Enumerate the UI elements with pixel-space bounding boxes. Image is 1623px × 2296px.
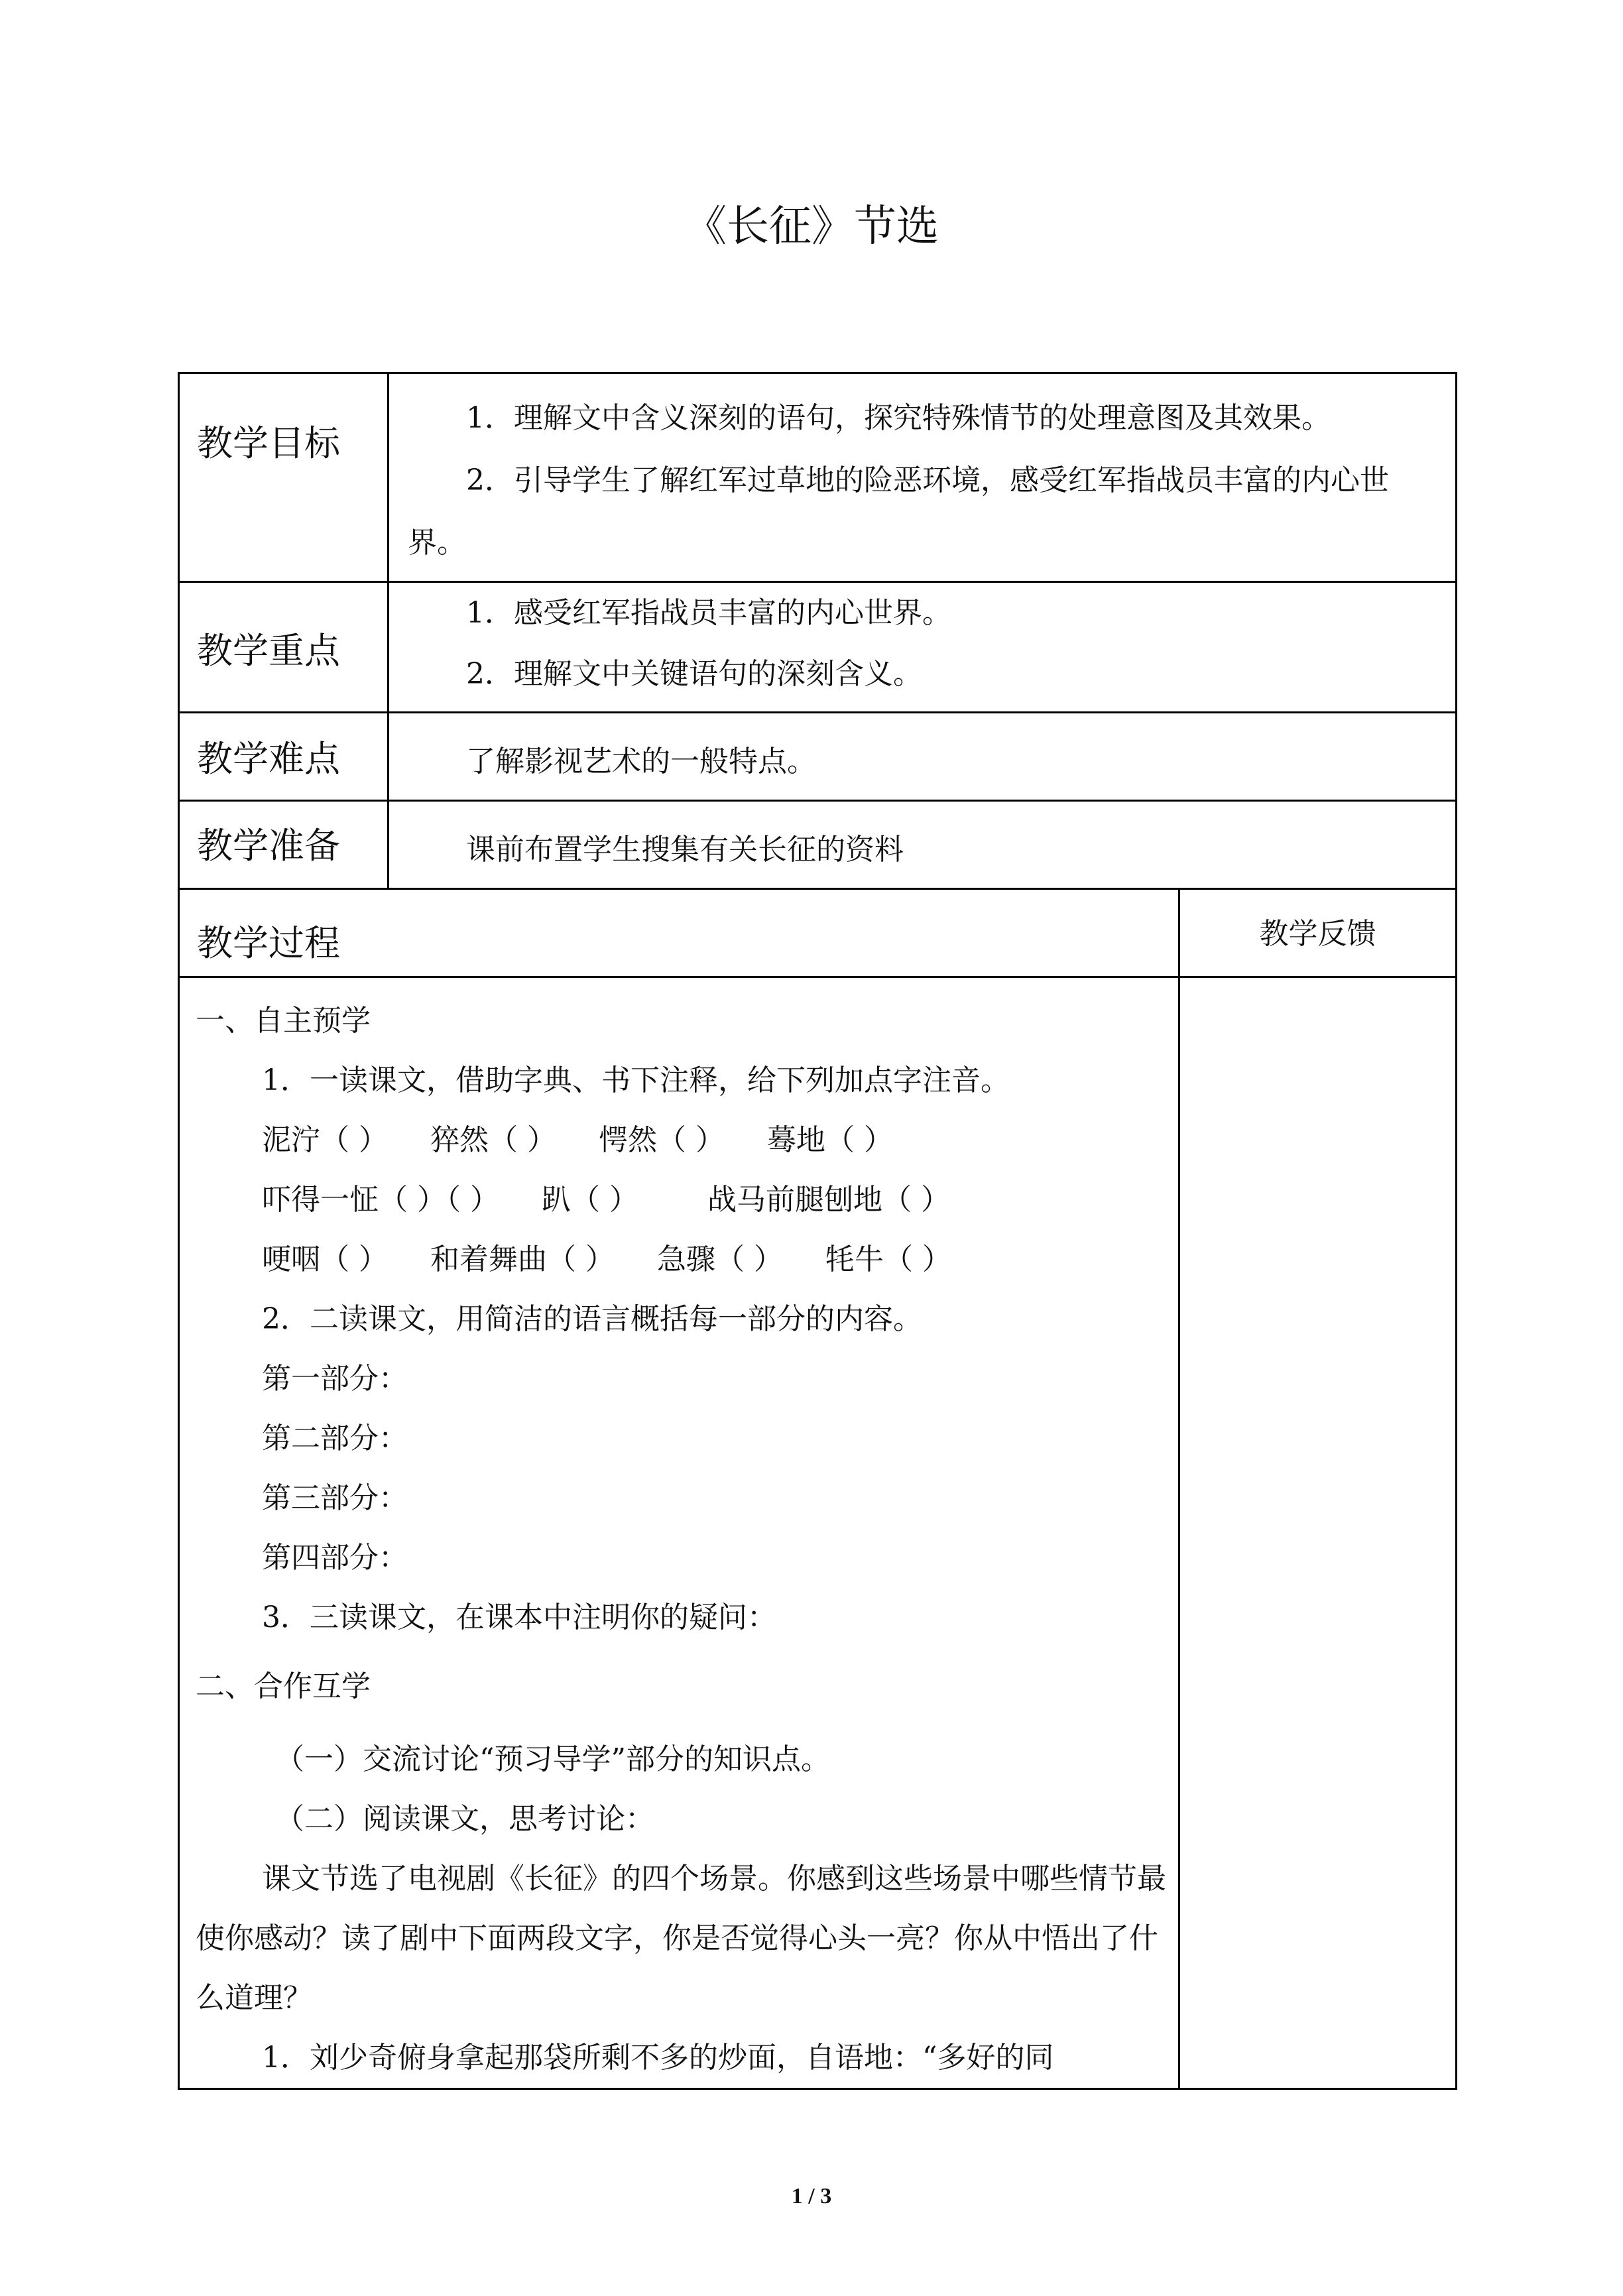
objectives-label: 教学目标 (179, 373, 389, 582)
word-huo: 和着舞曲（ ） (430, 1242, 615, 1276)
key-points-content (389, 582, 1457, 713)
preparation-text: 课前布置学生搜集有关长征的资料 (466, 833, 904, 867)
page-title: 《长征》节选 (684, 202, 939, 251)
discussion-item-1: （一）交流讨论“预习导学”部分的知识点。 (275, 1742, 830, 1776)
objective-1: 1．理解文中含义深刻的语句，探究特殊情节的处理意图及其效果。 (466, 401, 1331, 435)
objective-2: 2．引导学生了解红军过草地的险恶环境，感受红军指战员丰富的内心世界。 (408, 463, 1389, 560)
word-geng-ye: 哽咽（ ） (262, 1242, 388, 1276)
process-body-row (179, 977, 1457, 2089)
section2-heading: 二、合作互学 (196, 1669, 371, 1703)
task1: 1．一读课文，借助字典、书下注释，给下列加点字注音。 (262, 1063, 1010, 1097)
word-xia-zheng: 吓得一怔（ ）（ ） (262, 1183, 499, 1217)
lesson-plan-table (178, 372, 1457, 2090)
preparation-row (179, 801, 1457, 889)
discussion-item-3: 1．刘少奇俯身拿起那袋所剩不多的炒面，自语地：“多好的同 (262, 2041, 1054, 2075)
preparation-label: 教学准备 (179, 801, 389, 889)
difficulty-content (389, 713, 1457, 801)
difficulty-text: 了解影视艺术的一般特点。 (466, 745, 816, 778)
part-4: 第四部分： (262, 1541, 408, 1575)
objectives-content (389, 373, 1457, 582)
preparation-content (389, 801, 1457, 889)
pinyin-line-3 (196, 1230, 1172, 1290)
difficulty-row (179, 713, 1457, 801)
word-mo: 蓦地（ ） (767, 1123, 893, 1157)
objectives-row (179, 373, 1457, 582)
part-3: 第三部分： (262, 1481, 408, 1515)
feedback-header: 教学反馈 (1179, 889, 1457, 977)
word-mao: 牦牛（ ） (825, 1242, 951, 1276)
feedback-content (1179, 977, 1457, 2089)
task2: 2．二读课文，用简洁的语言概括每一部分的内容。 (262, 1302, 922, 1336)
word-ning: 泥泞（ ） (262, 1123, 388, 1157)
key-points-row (179, 582, 1457, 713)
discussion-item-2: （二）阅读课文，思考讨论： (275, 1802, 654, 1836)
page-number: 1 / 3 (791, 2184, 832, 2208)
process-header: 教学过程 (179, 889, 1179, 977)
process-content (179, 977, 1179, 2089)
process-header-row (179, 889, 1457, 977)
section1-heading: 一、自主预学 (196, 1004, 371, 1038)
key-point-2: 2．理解文中关键语句的深刻含义。 (466, 657, 922, 691)
difficulty-label: 教学难点 (179, 713, 389, 801)
word-zhou: 急骤（ ） (657, 1242, 783, 1276)
part-2: 第二部分： (262, 1421, 408, 1455)
word-cu: 猝然（ ） (430, 1123, 556, 1157)
word-e: 愕然（ ） (599, 1123, 725, 1157)
pinyin-line-1 (196, 1111, 1172, 1170)
pinyin-line-2 (196, 1170, 1172, 1230)
key-points-label: 教学重点 (179, 582, 389, 713)
word-pa: 趴（ ） (541, 1183, 638, 1217)
key-point-1: 1．感受红军指战员丰富的内心世界。 (466, 596, 951, 630)
discussion-paragraph: 课文节选了电视剧《长征》的四个场景。你感到这些场景中哪些情节最使你感动？读了剧中下面两段文字，你是否觉得心头一亮？你从中悟出了什么道理？ (196, 1862, 1166, 2015)
task3: 3．三读课文，在课本中注明你的疑问： (262, 1601, 776, 1634)
word-pao: 战马前腿刨地（ ） (707, 1183, 950, 1217)
part-1: 第一部分： (262, 1362, 408, 1396)
